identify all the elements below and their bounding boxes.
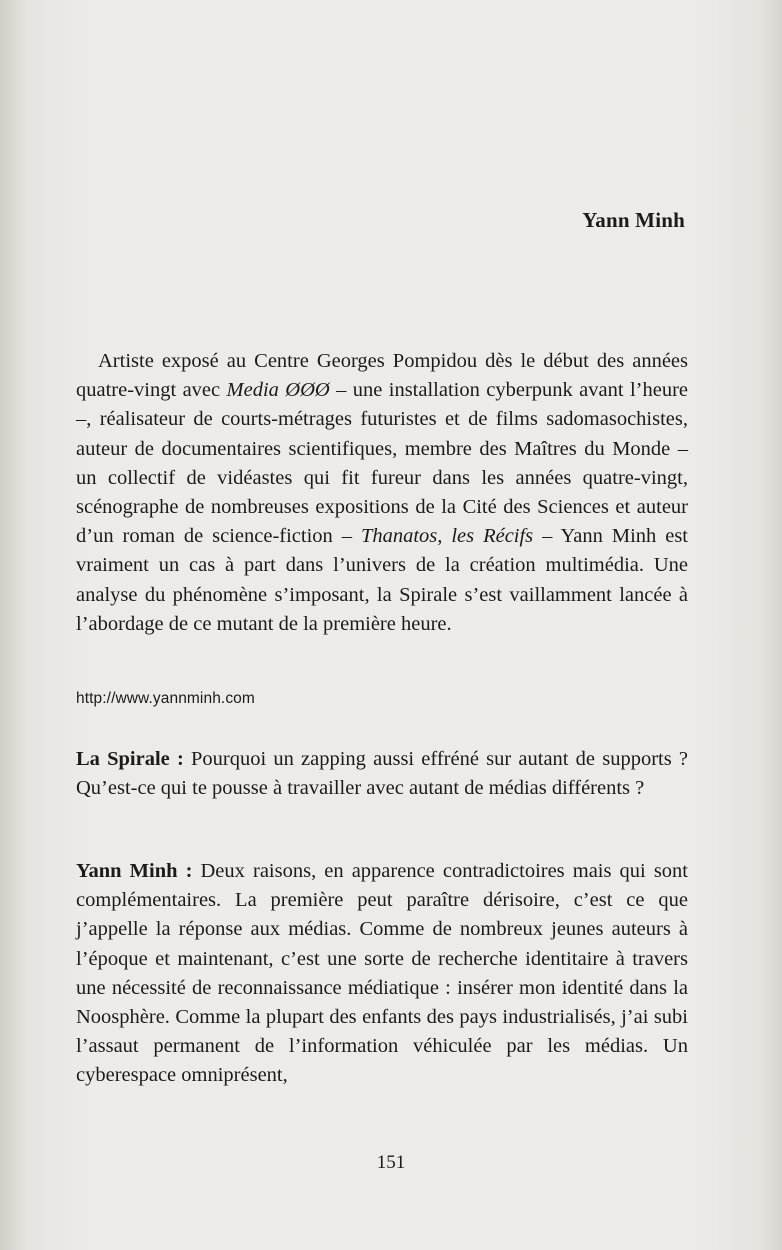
- interview-question: [76, 745, 688, 803]
- question-speaker: La Spirale :: [76, 748, 184, 770]
- intro-paragraph: [76, 347, 688, 639]
- intro-text-part3: – Yann Minh est vraiment un cas à part dans l’univers de la création multimédia. Une analyse du phénomène s’imposant, la Spirale s’est vaillamment lancée à l’abordage de ce mutant de la première heure.: [76, 525, 688, 635]
- work-title-media: Media ØØØ: [226, 379, 330, 402]
- intro-text-part2: – une installation cyberpunk avant l’heure –, réalisateur de courts-métrages futuristes et de films sadomasochistes, auteur de documentaires scientifiques, membre des Maîtres du Monde – un collectif de vidéastes qui fit fureur dans les années quatre-vingt, scénographe de nombreuses expositions de la Cité des Sciences et auteur d’un roman de science-fiction –: [76, 379, 688, 548]
- website-url: http://www.yannminh.com: [76, 690, 255, 707]
- interview-answer: [76, 857, 688, 1091]
- page-number: 151: [376, 1152, 406, 1173]
- question-text: Pourquoi un zapping aussi effréné sur autant de supports ? Qu’est-ce qui te pousse à travailler avec autant de médias différents ?: [76, 748, 688, 800]
- answer-text: Deux raisons, en apparence contradictoires mais qui sont complémentaires. La première peut paraître dérisoire, c’est ce que j’appelle la réponse aux médias. Comme de nombreux jeunes auteurs à l’époque et maintenant, c’est une sorte de recherche identitaire à travers une nécessité de reconnaissance médiatique : insérer mon identité dans la Noosphère. Comme la plupart des enfants des pays industrialisés, j’ai subi l’assaut permanent de l’information véhiculée par les médias. Un cyberespace omniprésent,: [76, 860, 688, 1087]
- answer-speaker: Yann Minh :: [76, 860, 193, 882]
- intro-text-part1: Artiste exposé au Centre Georges Pompidou dès le début des années quatre-vingt avec: [76, 350, 688, 402]
- running-header-author: Yann Minh: [582, 208, 685, 232]
- work-title-thanatos: Thanatos, les Récifs: [360, 525, 534, 548]
